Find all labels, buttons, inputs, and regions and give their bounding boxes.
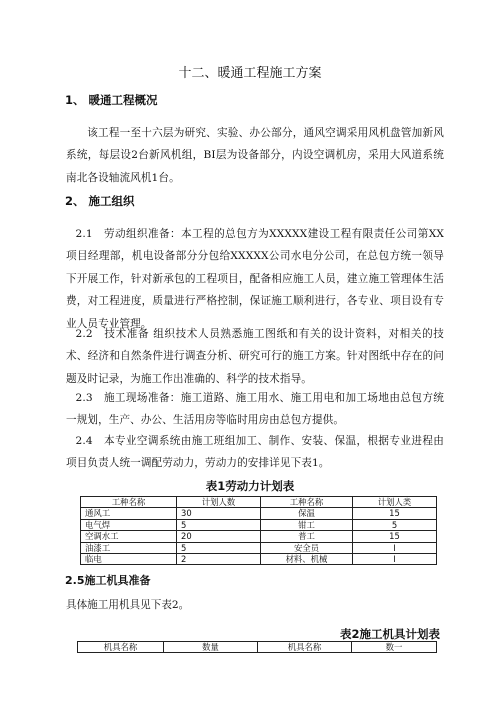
table-2-header-cell: 数一 xyxy=(352,642,437,653)
table-cell: 5 xyxy=(177,519,261,530)
table-1-header-row xyxy=(81,497,437,508)
table-cell: 15 xyxy=(353,508,437,519)
section-2-2-paragraph: 2.2 技术准备 组织技术人员熟悉施工图纸和有关的设计资料，对相关的技术、经济和自然条件进行调查分析、研究可行的施工方案。针对图纸中存在的问题及时记录，为施工作出准确的、科学的技术指导。 xyxy=(66,328,444,385)
table-cell: 15 xyxy=(353,531,437,542)
table-cell: 2 xyxy=(177,554,261,565)
table-cell: I xyxy=(353,554,437,565)
table-cell: 5 xyxy=(353,519,437,530)
table-2-title: 表2施工机具计划表 xyxy=(339,627,440,641)
table-cell: I xyxy=(353,542,437,553)
section-1-heading: 1、 暖通工程概况 xyxy=(65,93,158,107)
table-row xyxy=(81,542,437,553)
table-cell: 油漆工 xyxy=(81,542,177,553)
table-1-header-cell: 工种名称 xyxy=(261,497,353,508)
table-cell: 保温 xyxy=(261,508,353,519)
table-2-header-cell: 机具名称 xyxy=(78,642,164,653)
table-cell: 安全员 xyxy=(261,542,353,553)
table-row xyxy=(81,519,437,530)
table-1-labor-plan xyxy=(80,496,437,565)
section-1-paragraph: 该工程一至十六层为研究、实验、办公部分，通风空调采用风机盘管加新风系统，每层设2台新风机组，BI层为设备部分，内设空调机房，采用大风道系统南北各设轴流风机1台。 xyxy=(66,127,444,184)
section-2-3-paragraph: 2.3 施工现场准备：施工道路、施工用水、施工用电和加工场地由总包方统一规划，生产、办公、生活用房等临时用房由总包方提供。 xyxy=(66,392,444,427)
table-2-header-cell: 数量 xyxy=(164,642,258,653)
table-1-title: 表1劳动力计划表 xyxy=(205,479,295,493)
table-1-header-cell: 工种名称 xyxy=(81,497,177,508)
section-2-5-text: 具体施工用机具见下表2。 xyxy=(66,599,190,611)
table-2-header-cell: 机具名称 xyxy=(258,642,352,653)
table-cell: 临电 xyxy=(81,554,177,565)
table-cell: 钳工 xyxy=(261,519,353,530)
table-1-header-cell: 计划人类 xyxy=(353,497,437,508)
table-2-equipment-plan xyxy=(77,641,437,653)
table-cell: 普工 xyxy=(261,531,353,542)
section-2-4-paragraph: 2.4 本专业空调系统由施工班组加工、制作、安装、保温，根据专业进程由项目负责人统一调配劳动力，劳动力的安排详见下表1。 xyxy=(66,435,444,470)
table-row xyxy=(81,554,437,565)
table-cell: 空调水工 xyxy=(81,531,177,542)
section-2-1-paragraph: 2.1 劳动组织准备：本工程的总包方为XXXXX建设工程有限责任公司第XX项目经理部，机电设备部分分包给XXXXX公司水电分公司，在总包方统一领导下开展工作，针对新承包的工程项目，配备相应施工人员，建立施工管理体生活费，对工程进度，质量进行严格控制，保证施工顺利进行，各专业、项目设有专业人员专业管理。 xyxy=(66,228,444,330)
table-cell: 20 xyxy=(177,531,261,542)
section-2-5-heading: 2.5施工机具准备 xyxy=(65,574,151,587)
section-2-heading: 2、 施工组织 xyxy=(65,194,135,208)
table-1-header-cell: 计划人数 xyxy=(177,497,261,508)
table-cell: 5 xyxy=(177,542,261,553)
table-row xyxy=(81,531,437,542)
table-cell: 材料、机械 xyxy=(261,554,353,565)
table-cell: 通风工 xyxy=(81,508,177,519)
document-title: 十二、暖通工程施工方案 xyxy=(178,66,322,81)
table-cell: 30 xyxy=(177,508,261,519)
table-cell: 电气焊 xyxy=(81,519,177,530)
table-2-header-row xyxy=(78,642,437,653)
table-row xyxy=(81,508,437,519)
